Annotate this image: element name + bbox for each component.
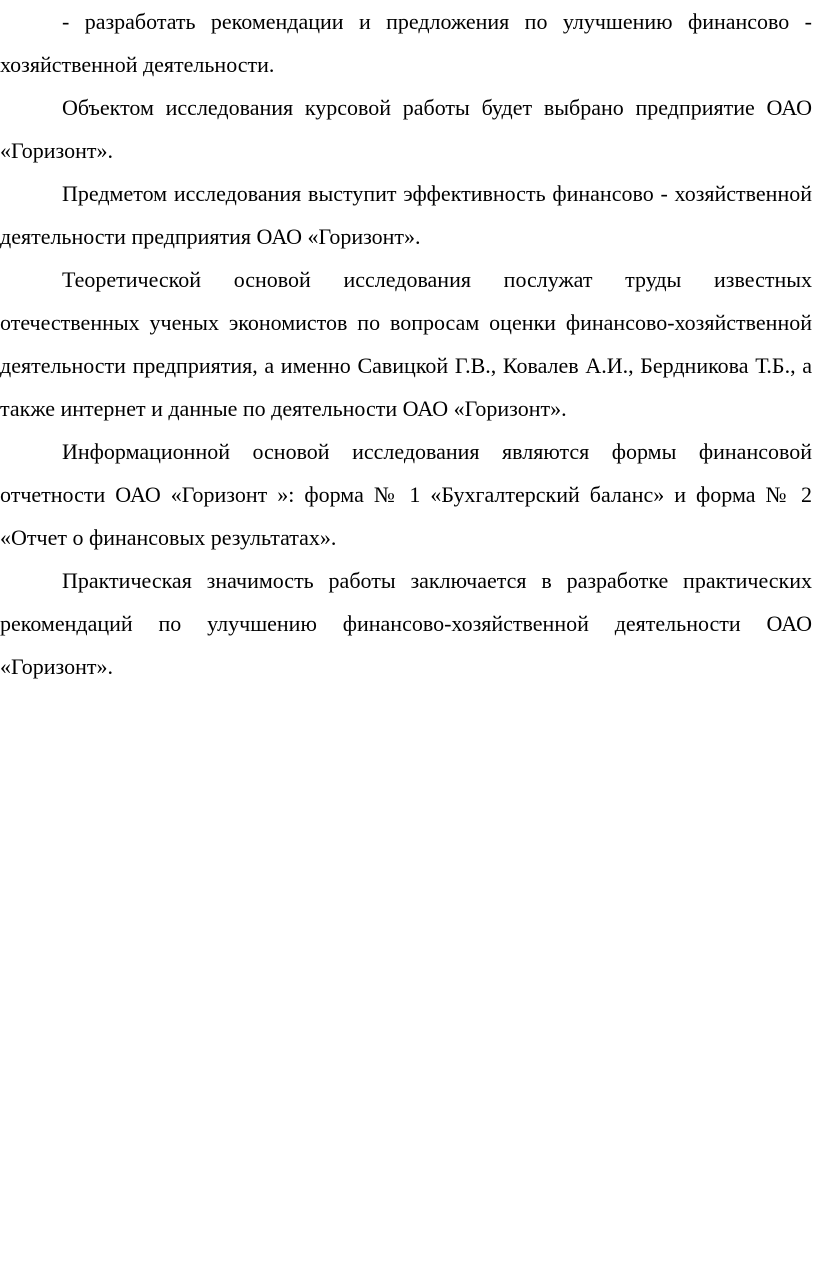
paragraph-research-object: Объектом исследования курсовой работы будет выбрано предприятие ОАО «Горизонт». [0,95,812,163]
paragraph-recommendations: - разработать рекомендации и предложения по улучшению финансово - хозяйственной деятельности. [0,9,812,77]
paragraph-information-basis: Информационной основой исследования являются формы финансовой отчетности ОАО «Горизонт »: форма № 1 «Бухгалтерский баланс» и форма № 2 «Отчет о финансовых результатах». [0,439,812,550]
paragraph-practical-significance: Практическая значимость работы заключается в разработке практических рекомендаций по улучшению финансово-хозяйственной деятельности ОАО «Горизонт». [0,568,812,679]
paragraph-research-subject: Предметом исследования выступит эффективность финансово - хозяйственной деятельности предприятия ОАО «Горизонт». [0,181,812,249]
paragraph-theoretical-basis: Теоретической основой исследования послужат труды известных отечественных ученых экономистов по вопросам оценки финансово-хозяйственной деятельности предприятия, а именно Савицкой Г.В., Ковалев А.И., Бердникова Т.Б., а также интернет и данные по деятельности ОАО «Горизонт». [0,267,812,421]
